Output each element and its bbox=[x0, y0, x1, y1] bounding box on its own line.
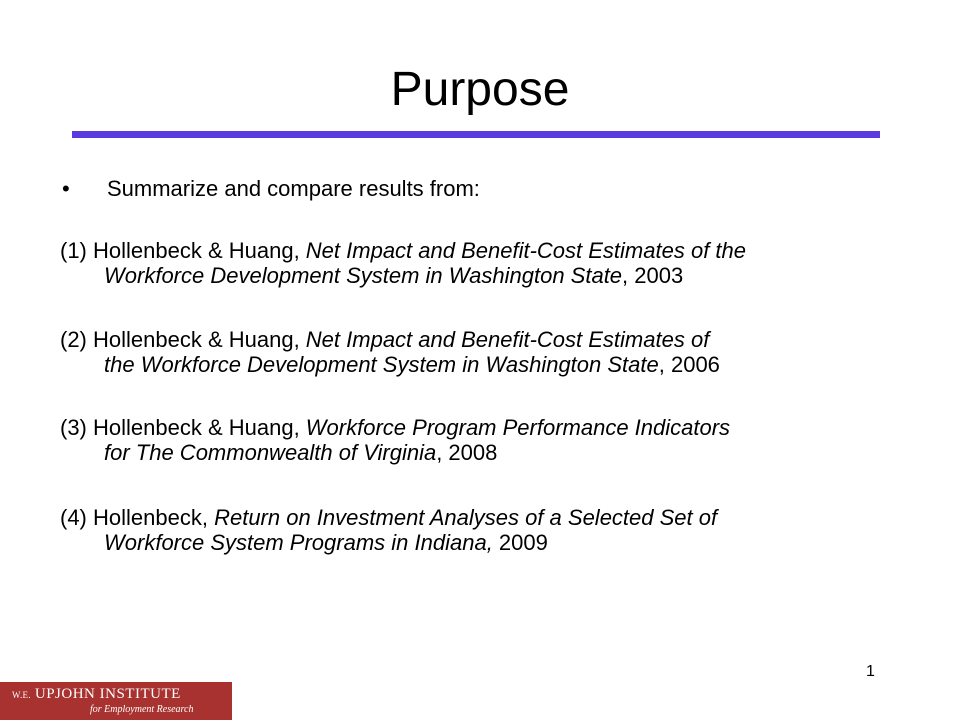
reference-item-2 bbox=[60, 327, 890, 377]
reference-title: for The Commonwealth of Virginia bbox=[104, 440, 437, 465]
logo-prefix: W.E. bbox=[12, 690, 31, 700]
reference-authors: (4) Hollenbeck, bbox=[60, 505, 215, 530]
bullet-text: Summarize and compare results from: bbox=[107, 176, 480, 201]
reference-title: Workforce System Programs in Indiana, bbox=[104, 530, 493, 555]
reference-item-1 bbox=[60, 238, 890, 288]
bullet-item bbox=[62, 176, 480, 201]
reference-line bbox=[60, 505, 890, 530]
reference-year: 2009 bbox=[492, 530, 548, 555]
slide-title: Purpose bbox=[390, 63, 570, 116]
reference-title: Workforce Development System in Washington State bbox=[104, 263, 623, 288]
reference-authors: (1) Hollenbeck & Huang, bbox=[60, 238, 306, 263]
reference-title: Net Impact and Benefit-Cost Estimates of bbox=[305, 327, 710, 352]
page-number: 1 bbox=[866, 663, 875, 680]
reference-title: the Workforce Development System in Washington State bbox=[104, 352, 659, 377]
reference-year: , 2008 bbox=[436, 440, 498, 465]
reference-year: , 2006 bbox=[658, 352, 720, 377]
logo-wordmark bbox=[12, 686, 181, 703]
bullet-marker: • bbox=[62, 176, 70, 201]
logo-subtitle: for Employment Research bbox=[90, 704, 194, 715]
logo-name: UPJOHN INSTITUTE bbox=[34, 686, 181, 702]
reference-line bbox=[60, 263, 890, 288]
upjohn-institute-logo bbox=[0, 682, 232, 720]
reference-line bbox=[60, 415, 890, 440]
reference-year: , 2003 bbox=[622, 263, 684, 288]
reference-item-4 bbox=[60, 505, 890, 555]
reference-line bbox=[60, 440, 890, 465]
reference-authors: (2) Hollenbeck & Huang, bbox=[60, 327, 306, 352]
reference-line bbox=[60, 352, 890, 377]
reference-line bbox=[60, 530, 890, 555]
reference-title: Return on Investment Analyses of a Selected Set of bbox=[214, 505, 718, 530]
reference-line bbox=[60, 327, 890, 352]
reference-line bbox=[60, 238, 890, 263]
reference-title: Workforce Program Performance Indicators bbox=[305, 415, 731, 440]
reference-item-3 bbox=[60, 415, 890, 465]
reference-authors: (3) Hollenbeck & Huang, bbox=[60, 415, 306, 440]
reference-title: Net Impact and Benefit-Cost Estimates of the bbox=[305, 238, 747, 263]
